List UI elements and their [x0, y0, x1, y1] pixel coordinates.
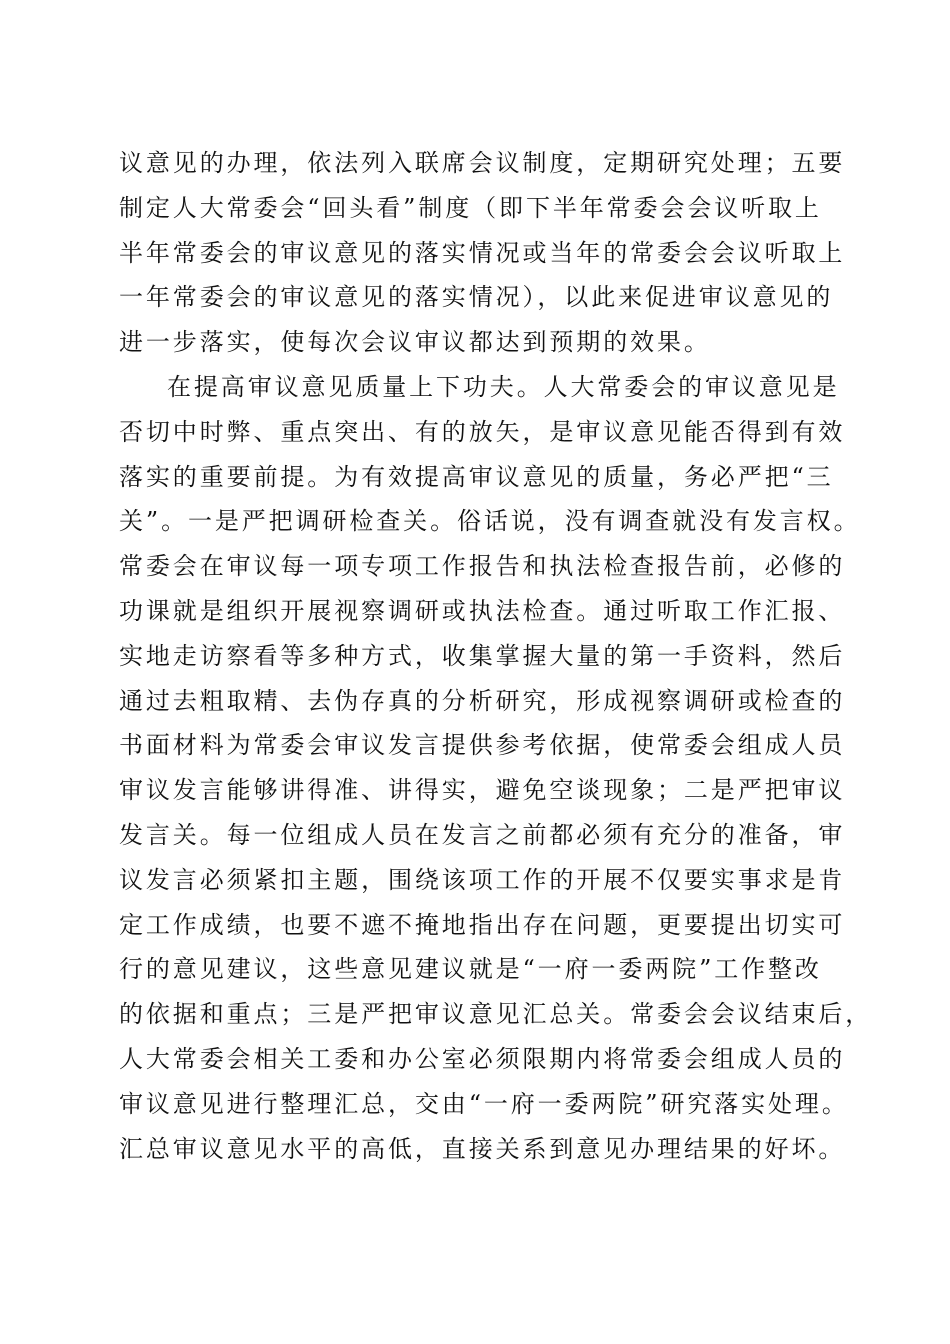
text-line: 人大常委会相关工委和办公室必须限期内将常委会组成人员的	[119, 1044, 846, 1073]
body-text	[119, 141, 873, 1171]
text-line: 审议发言能够讲得准、讲得实，避免空谈现象；二是严把审议	[119, 776, 846, 805]
text-line: 定工作成绩，也要不遮不掩地指出存在问题，更要提出切实可	[119, 910, 846, 939]
text-line: 常委会在审议每一项专项工作报告和执法检查报告前，必修的	[119, 552, 846, 581]
text-line: 一年常委会的审议意见的落实情况），以此来促进审议意见的	[119, 283, 834, 312]
text-line: 关”。一是严把调研检查关。俗话说，没有调查就没有发言权。	[119, 507, 861, 536]
text-line: 审议意见进行整理汇总，交由“一府一委两院”研究落实处理。	[119, 1089, 849, 1118]
text-line: 行的意见建议，这些意见建议就是“一府一委两院”工作整改	[119, 955, 822, 984]
text-line: 否切中时弊、重点突出、有的放矢，是审议意见能否得到有效	[119, 417, 846, 446]
text-line: 议意见的办理，依法列入联席会议制度，定期研究处理；五要	[119, 149, 846, 177]
text-line: 落实的重要前提。为有效提高审议意见的质量，务必严把“三	[119, 462, 834, 491]
text-line: 功课就是组织开展视察调研或执法检查。通过听取工作汇报、	[119, 596, 846, 625]
text-line: 实地走访察看等多种方式，收集掌握大量的第一手资料，然后	[119, 641, 846, 670]
text-line: 发言关。每一位组成人员在发言之前都必须有充分的准备，审	[119, 820, 846, 849]
text-line: 的依据和重点；三是严把审议意见汇总关。常委会会议结束后，	[119, 1000, 873, 1029]
text-line: 制定人大常委会“回头看”制度（即下半年常委会会议听取上	[119, 193, 822, 222]
paragraph-first-line: 在提高审议意见质量上下功夫。人大常委会的审议意见是	[167, 372, 840, 401]
text-line: 进一步落实，使每次会议审议都达到预期的效果。	[119, 328, 711, 357]
text-line: 通过去粗取精、去伪存真的分析研究，形成视察调研或检查的	[119, 686, 846, 715]
text-line: 半年常委会的审议意见的落实情况或当年的常委会会议听取上	[119, 238, 846, 267]
text-line: 书面材料为常委会审议发言提供参考依据，使常委会组成人员	[119, 731, 846, 760]
text-line: 议发言必须紧扣主题，围绕该项工作的开展不仅要实事求是肯	[119, 865, 846, 894]
text-line: 汇总审议意见水平的高低，直接关系到意见办理结果的好坏。	[119, 1134, 846, 1163]
